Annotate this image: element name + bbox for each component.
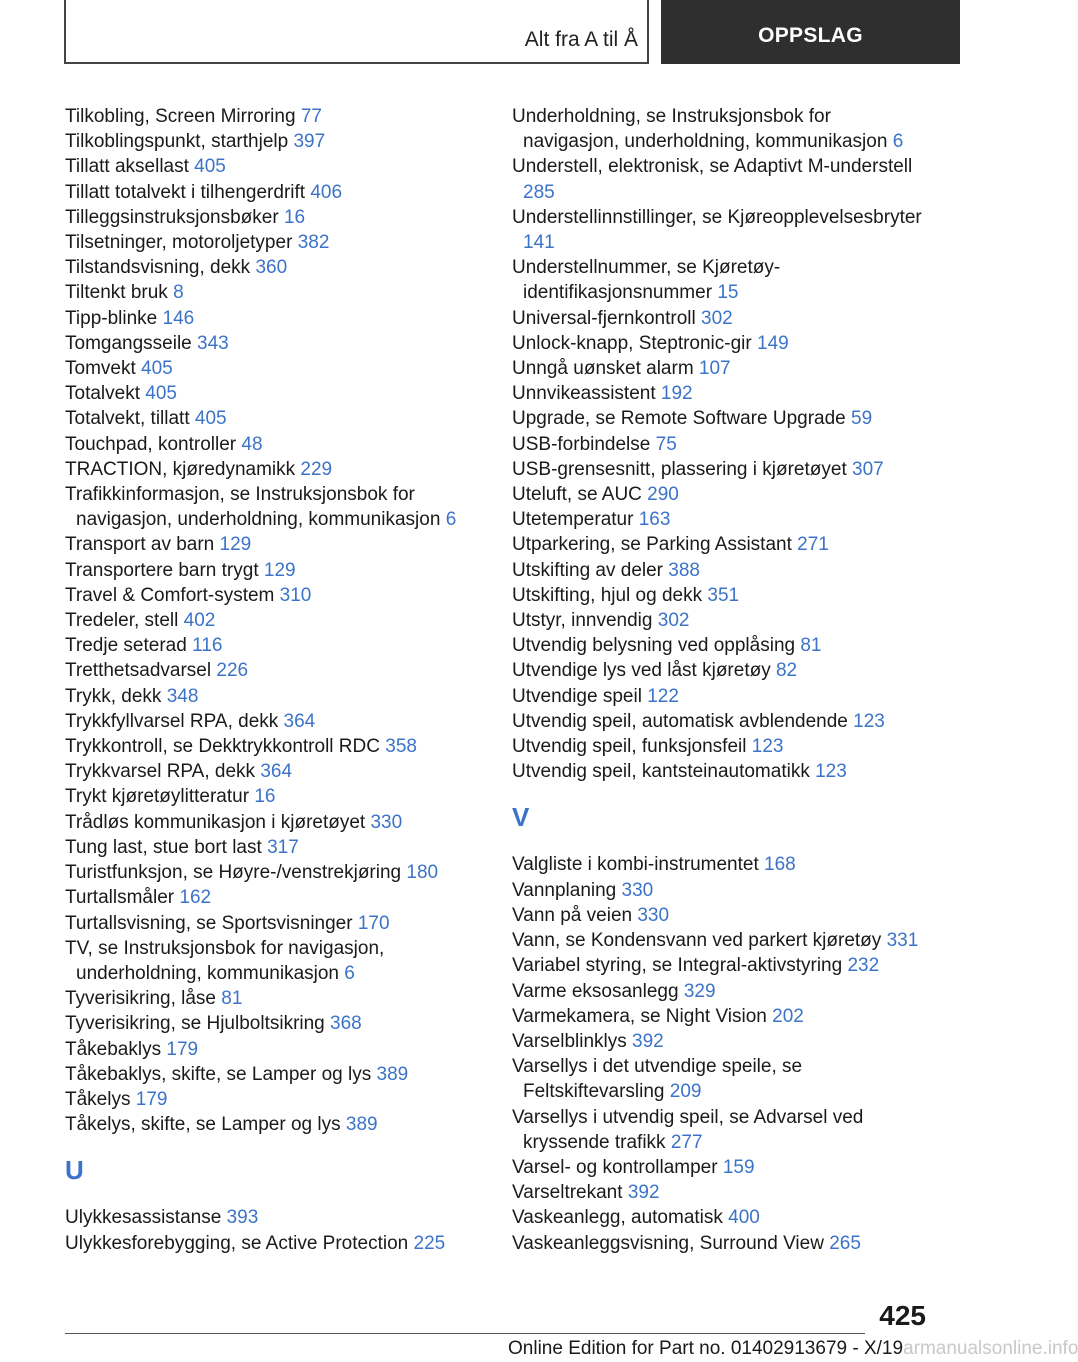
entry-term: Varselblinklys	[512, 1030, 633, 1052]
index-entry	[65, 306, 485, 331]
entry-term: Utvendig speil, kantsteinautomatikk	[512, 761, 816, 783]
page-link[interactable]: 405	[194, 156, 226, 178]
index-entry	[512, 1004, 932, 1029]
index-entry	[512, 903, 932, 928]
entry-term: Utvendige speil	[512, 685, 648, 707]
entry-term: Tilleggsinstruksjonsbøker	[65, 206, 284, 228]
index-entry	[65, 709, 485, 734]
index-entry	[512, 154, 932, 204]
page-link[interactable]: 129	[263, 559, 296, 581]
page-link[interactable]: 351	[707, 584, 740, 606]
page-link[interactable]: 307	[852, 458, 884, 480]
entry-term: Unlock-knapp, Steptronic-gir	[512, 332, 757, 354]
index-entry	[512, 457, 932, 482]
page-link[interactable]: 81	[800, 635, 822, 657]
index-column-right	[512, 104, 932, 1256]
page-link[interactable]: 358	[385, 736, 417, 758]
page-link[interactable]: 159	[722, 1156, 755, 1178]
index-entry	[512, 928, 932, 953]
index-entry	[65, 230, 485, 255]
index-entry	[65, 331, 485, 356]
index-entry	[65, 104, 485, 129]
page-link[interactable]: 360	[255, 257, 288, 279]
entry-term: USB-forbindelse	[512, 433, 656, 455]
entry-term: Varme eksosanlegg	[512, 980, 684, 1002]
page-link[interactable]: 6	[445, 509, 457, 531]
index-entry	[65, 482, 485, 532]
index-entry	[512, 255, 932, 305]
index-entry	[512, 406, 932, 431]
entry-term: Tomvekt	[65, 358, 142, 380]
page-link[interactable]: 232	[847, 955, 880, 977]
index-entry	[65, 1062, 485, 1087]
page-link[interactable]: 229	[300, 458, 333, 480]
entry-term: Underholdning, se Instruksjonsbok for navigasjon, underholdning, kommunikasjon	[512, 106, 893, 153]
index-entry	[65, 810, 485, 835]
entry-term: Tåkebaklys, skifte, se Lamper og lys	[65, 1063, 377, 1085]
page-link[interactable]: 179	[135, 1088, 168, 1110]
page-link[interactable]: 402	[183, 610, 216, 632]
index-entry	[512, 852, 932, 877]
index-entry	[65, 1087, 485, 1112]
index-letter-u: U	[65, 1155, 84, 1186]
page-link[interactable]: 192	[660, 383, 693, 405]
index-entry	[512, 306, 932, 331]
entry-term: Understellinnstillinger, se Kjøreopplevelsesbryter	[512, 206, 922, 228]
page-link[interactable]: 82	[775, 660, 798, 682]
index-entry	[512, 1205, 932, 1230]
page-link[interactable]: 329	[683, 980, 716, 1002]
entry-term: Tipp-blinke	[65, 307, 163, 329]
index-entry	[65, 784, 485, 809]
page-link[interactable]: 277	[670, 1131, 703, 1153]
index-group-v	[512, 852, 932, 1255]
entry-term: Tilkobling, Screen Mirroring	[65, 106, 301, 127]
index-entry	[512, 734, 932, 759]
page-link[interactable]: 225	[413, 1232, 446, 1254]
entry-term: Tilkoblingspunkt, starthjelp	[65, 131, 294, 153]
index-entry	[65, 633, 485, 658]
entry-term: Tillatt aksellast	[65, 156, 195, 178]
page-link[interactable]: 285	[523, 181, 555, 203]
index-entry	[512, 1155, 932, 1180]
page-link[interactable]: 271	[797, 534, 829, 556]
index-entry	[512, 432, 932, 457]
page-link[interactable]: 141	[523, 232, 555, 254]
index-entry	[512, 759, 932, 784]
page-link[interactable]: 331	[886, 930, 919, 952]
entry-term: Ulykkesassistanse	[65, 1207, 227, 1229]
index-entry	[512, 658, 932, 683]
entry-term: Turtallsmåler	[65, 887, 180, 909]
entry-term: Utetemperatur	[512, 509, 639, 531]
index-entry	[65, 457, 485, 482]
index-entry	[65, 608, 485, 633]
index-entry	[65, 1231, 485, 1256]
entry-term: Utstyr, innvendig	[512, 610, 658, 632]
page-link[interactable]: 317	[267, 836, 299, 858]
page-link[interactable]: 368	[330, 1013, 362, 1035]
index-entry	[65, 1037, 485, 1062]
entry-term: Utskifting, hjul og dekk	[512, 584, 708, 606]
page-link[interactable]: 393	[226, 1207, 259, 1229]
index-entry	[512, 482, 932, 507]
entry-term: Vann, se Kondensvann ved parkert kjøretøy	[512, 930, 887, 952]
page-link[interactable]: 397	[293, 131, 326, 153]
entry-term: Unnvikeassistent	[512, 383, 661, 405]
page-link[interactable]: 392	[627, 1182, 660, 1204]
index-entry	[65, 734, 485, 759]
entry-term: Vaskeanleggsvisning, Surround View	[512, 1232, 830, 1254]
page-link[interactable]: 343	[197, 332, 229, 354]
entry-term: Understellnummer, se Kjøretøy-identifikasjonsnummer	[512, 257, 781, 304]
entry-term: Tredje seterad	[65, 635, 193, 657]
page-link[interactable]: 406	[310, 181, 343, 203]
entry-term: Understell, elektronisk, se Adaptivt M-understell	[512, 156, 913, 178]
index-entry	[512, 1180, 932, 1205]
entry-term: USB-grensesnitt, plassering i kjøretøyet	[512, 458, 853, 480]
entry-term: Tyverisikring, se Hjulboltsikring	[65, 1013, 331, 1035]
entry-term: Trykkfyllvarsel RPA, dekk	[65, 710, 284, 732]
index-entry	[65, 558, 485, 583]
entry-term: Totalvekt	[65, 383, 146, 405]
page-link[interactable]: 180	[406, 862, 439, 884]
entry-term: Vann på veien	[512, 904, 638, 926]
entry-term: Ulykkesforebygging, se Active Protection	[65, 1232, 414, 1254]
entry-term: Varsellys i det utvendige speile, se Feltskiftevarsling	[512, 1056, 803, 1103]
entry-term: Universal-fjernkontroll	[512, 307, 702, 329]
entry-term: Tredeler, stell	[65, 610, 184, 632]
page-link[interactable]: 330	[370, 811, 403, 833]
index-entry	[65, 986, 485, 1011]
index-entry	[65, 205, 485, 230]
entry-term: Varseltrekant	[512, 1182, 628, 1204]
page-link[interactable]: 290	[647, 484, 679, 506]
index-entry	[512, 532, 932, 557]
entry-term: Tåkelys	[65, 1088, 136, 1110]
page-link[interactable]: 16	[283, 206, 306, 228]
entry-term: Transport av barn	[65, 534, 220, 556]
entry-term: Tåkebaklys	[65, 1038, 167, 1060]
entry-term: Unngå uønsket alarm	[512, 358, 699, 380]
entry-term: Varsel- og kontrollamper	[512, 1156, 723, 1178]
page-link[interactable]: 400	[728, 1207, 760, 1229]
page-link[interactable]: 6	[344, 962, 355, 984]
entry-term: Tillatt totalvekt i tilhengerdrift	[65, 181, 311, 203]
page-link[interactable]: 302	[657, 610, 690, 632]
page-link[interactable]: 123	[853, 710, 885, 732]
index-entry	[512, 709, 932, 734]
page-link[interactable]: 162	[179, 887, 212, 909]
entry-term: Tyverisikring, låse	[65, 988, 222, 1010]
entry-term: Utvendig speil, funksjonsfeil	[512, 736, 752, 758]
entry-term: Tåkelys, skifte, se Lamper og lys	[65, 1114, 346, 1136]
page-link[interactable]: 6	[892, 131, 904, 153]
page-link[interactable]: 302	[701, 307, 733, 329]
entry-term: Totalvekt, tillatt	[65, 408, 195, 430]
page-link[interactable]: 170	[357, 912, 390, 934]
page-link[interactable]: 48	[241, 433, 263, 455]
entry-term: Transportere barn trygt	[65, 559, 264, 581]
page-link[interactable]: 163	[638, 509, 671, 531]
page-link[interactable]: 202	[772, 1005, 804, 1027]
entry-term: Trykk, dekk	[65, 685, 167, 707]
page-link[interactable]: 8	[173, 282, 184, 304]
entry-term: Utvendig speil, automatisk avblendende	[512, 710, 854, 732]
index-entry	[65, 759, 485, 784]
entry-term: Utvendig belysning ved opplåsing	[512, 635, 801, 657]
page-link[interactable]: 388	[668, 559, 700, 581]
edition-text: Online Edition for Part no. 01402913679 - X/19	[508, 1338, 904, 1359]
page-link[interactable]: 122	[647, 685, 679, 707]
page-link[interactable]: 123	[815, 761, 847, 783]
page-link[interactable]: 209	[669, 1081, 702, 1103]
index-entry	[512, 507, 932, 532]
entry-term: TRACTION, kjøredynamikk	[65, 458, 301, 480]
index-entry	[65, 911, 485, 936]
page-link[interactable]: 330	[621, 879, 654, 901]
index-entry	[512, 331, 932, 356]
index-entry	[65, 1011, 485, 1036]
page-link[interactable]: 81	[221, 988, 243, 1010]
watermark-text: armanualsonline.info	[903, 1338, 1078, 1359]
entry-term: Variabel styring, se Integral-aktivstyring	[512, 955, 848, 977]
page-link[interactable]: 405	[194, 408, 227, 430]
page-link[interactable]: 310	[279, 584, 312, 606]
index-column-left	[65, 104, 485, 1256]
index-entry	[65, 936, 485, 986]
page-link[interactable]: 129	[219, 534, 252, 556]
page-link[interactable]: 382	[297, 232, 330, 254]
index-entry	[512, 356, 932, 381]
page-link[interactable]: 265	[829, 1232, 861, 1254]
index-entry	[65, 885, 485, 910]
page-link[interactable]: 123	[751, 736, 784, 758]
index-entry	[65, 684, 485, 709]
index-entry	[65, 1112, 485, 1137]
entry-term: Turistfunksjon, se Høyre-/venstrekjøring	[65, 862, 407, 884]
page-link[interactable]: 16	[254, 786, 276, 808]
entry-term: Uteluft, se AUC	[512, 484, 648, 506]
index-entry	[65, 532, 485, 557]
entry-term: Travel & Comfort-system	[65, 584, 280, 606]
entry-term: Trykt kjøretøylitteratur	[65, 786, 255, 808]
index-entry	[65, 583, 485, 608]
index-entry	[512, 1029, 932, 1054]
index-entry	[512, 684, 932, 709]
page-link[interactable]: 405	[145, 383, 177, 405]
index-entry	[512, 878, 932, 903]
entry-term: Tung last, stue bort last	[65, 836, 268, 858]
page-link[interactable]: 75	[655, 433, 677, 455]
index-entry	[65, 129, 485, 154]
index-entry	[65, 381, 485, 406]
page-link[interactable]: 405	[141, 358, 173, 380]
index-entry	[512, 633, 932, 658]
entry-term: Varmekamera, se Night Vision	[512, 1005, 773, 1027]
entry-term: Tiltenkt bruk	[65, 282, 174, 304]
page-link[interactable]: 146	[162, 307, 195, 329]
page-number: 425	[879, 1300, 926, 1331]
index-entry	[65, 180, 485, 205]
index-entry	[512, 583, 932, 608]
page-link[interactable]: 389	[376, 1063, 409, 1085]
index-entry	[65, 255, 485, 280]
entry-term: Valgliste i kombi-instrumentet	[512, 854, 765, 876]
index-entry	[512, 558, 932, 583]
entry-term: Trafikkinformasjon, se Instruksjonsbok for navigasjon, underholdning, kommunikasjon	[65, 484, 446, 531]
index-entry	[65, 658, 485, 683]
entry-term: Touchpad, kontroller	[65, 433, 242, 455]
entry-term: Tomgangsseile	[65, 332, 198, 354]
entry-term: Utparkering, se Parking Assistant	[512, 534, 798, 556]
page-link[interactable]: 15	[717, 282, 739, 304]
index-entry	[65, 280, 485, 305]
page-link[interactable]: 77	[300, 106, 322, 127]
entry-term: Tretthetsadvarsel	[65, 660, 217, 682]
entry-term: Trådløs kommunikasjon i kjøretøyet	[65, 811, 371, 833]
entry-term: Turtallsvisning, se Sportsvisninger	[65, 912, 358, 934]
index-entry	[65, 860, 485, 885]
index-entry	[512, 953, 932, 978]
entry-term: Trykkontroll, se Dekktrykkontroll RDC	[65, 736, 386, 758]
index-entry	[65, 406, 485, 431]
index-entry	[65, 1205, 485, 1230]
index-entry	[512, 381, 932, 406]
page-link[interactable]: 348	[166, 685, 199, 707]
index-entry	[65, 154, 485, 179]
page-link[interactable]: 364	[260, 761, 293, 783]
entry-term: Trykkvarsel RPA, dekk	[65, 761, 261, 783]
page-link[interactable]: 116	[192, 635, 223, 657]
footer-edition	[508, 1338, 1078, 1360]
index-entry	[512, 1105, 932, 1155]
entry-term: TV, se Instruksjonsbok for navigasjon, underholdning, kommunikasjon	[65, 937, 385, 984]
index-entry	[512, 104, 932, 154]
page-link[interactable]: 107	[698, 358, 731, 380]
page-link[interactable]: 392	[632, 1030, 664, 1052]
index-group-t	[65, 104, 485, 1137]
index-entry	[512, 608, 932, 633]
index-entry	[65, 356, 485, 381]
page-link[interactable]: 59	[851, 408, 873, 430]
page-link[interactable]: 330	[637, 904, 670, 926]
footer-divider	[65, 1333, 865, 1334]
entry-term: Utskifting av deler	[512, 559, 669, 581]
page-link[interactable]: 149	[757, 332, 789, 354]
index-entry	[512, 205, 932, 255]
page-link[interactable]: 389	[345, 1114, 378, 1136]
index-group-u	[65, 1205, 485, 1255]
index-entry	[65, 835, 485, 860]
section-title: Alt fra A til Å	[524, 28, 638, 51]
index-group-u-cont	[512, 104, 932, 784]
entry-term: Tilstandsvisning, dekk	[65, 257, 256, 279]
entry-term: Vaskeanlegg, automatisk	[512, 1207, 729, 1229]
index-entry	[65, 432, 485, 457]
entry-term: Varsellys i utvendig speil, se Advarsel ved kryssende trafikk	[512, 1106, 864, 1153]
index-entry	[512, 1231, 932, 1256]
entry-term: Tilsetninger, motoroljetyper	[65, 232, 298, 254]
oppslag-tab[interactable]: OPPSLAG	[661, 0, 960, 64]
entry-term: Upgrade, se Remote Software Upgrade	[512, 408, 852, 430]
page-link[interactable]: 364	[283, 710, 316, 732]
index-entry	[512, 979, 932, 1004]
page-link[interactable]: 226	[216, 660, 249, 682]
entry-term: Utvendige lys ved låst kjøretøy	[512, 660, 776, 682]
index-entry	[512, 1054, 932, 1104]
page-link[interactable]: 179	[166, 1038, 199, 1060]
entry-term: Vannplaning	[512, 879, 622, 901]
page-link[interactable]: 168	[764, 854, 796, 876]
index-letter-v: V	[512, 802, 530, 833]
